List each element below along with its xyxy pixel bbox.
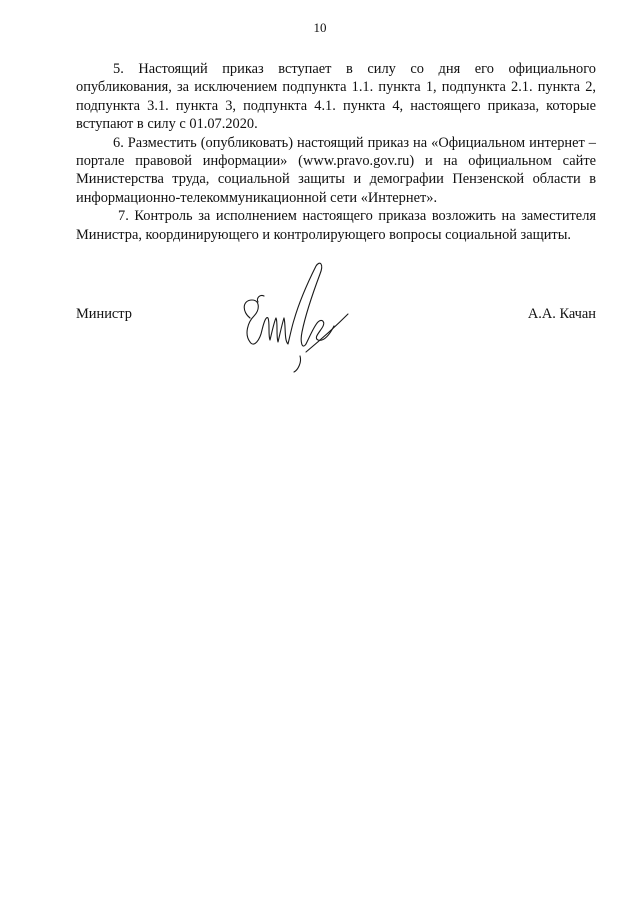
signatory-title: Министр bbox=[76, 306, 132, 322]
paragraph-6: 6. Разместить (опубликовать) настоящий приказ на «Официальном интернет – портале правовой информации» (www.pravo.gov.ru) и на официальном сайте Министерства труда, социальной защиты и демографии Пензенской области в информационно-телекоммуникационной сети «Интернет». bbox=[76, 134, 596, 206]
signatory-name: А.А. Качан bbox=[527, 306, 596, 322]
handwritten-signature-icon bbox=[236, 256, 356, 376]
paragraph-5: 5. Настоящий приказ вступает в силу со дня его официального опубликования, за исключением подпункта 1.1. пункта 1, подпункта 2.1. пункта 2, подпункта 3.1. пункта 3, подпункта 4.1. пункта 4, настоящего приказа, которые вступают в силу с 01.07.2020. bbox=[76, 61, 596, 133]
paragraph-7: 7. Контроль за исполнением настоящего приказа возложить на заместителя Министра, координирующего и контролирующего вопросы социальной защиты. bbox=[76, 208, 596, 243]
page-number: 10 bbox=[313, 20, 327, 35]
document-body bbox=[76, 60, 596, 244]
